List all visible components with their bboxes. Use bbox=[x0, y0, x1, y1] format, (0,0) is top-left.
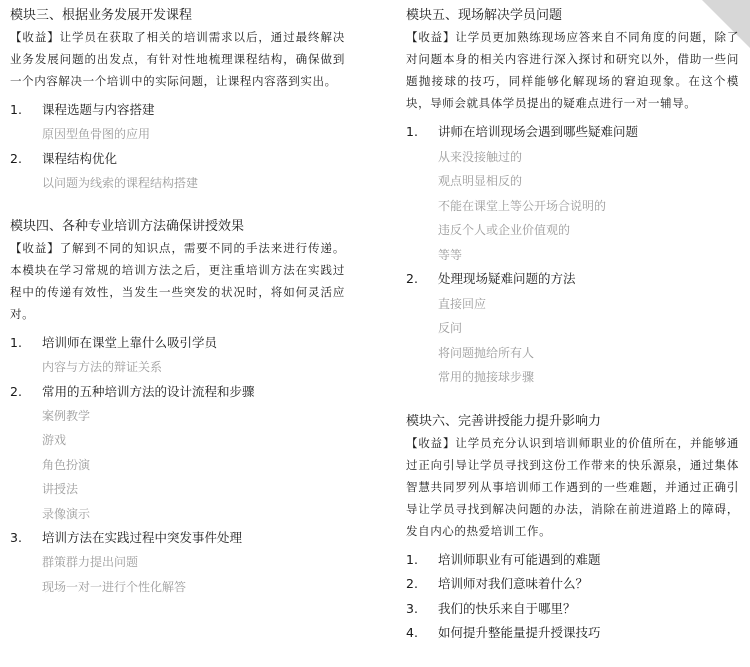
sub-list-item: 群策群力提出问题 bbox=[42, 555, 139, 569]
list-item bbox=[10, 147, 345, 196]
sub-list-item: 直接回应 bbox=[438, 296, 487, 311]
list-item-heading bbox=[10, 526, 345, 550]
list-item-heading bbox=[406, 597, 739, 622]
list-item-number: 2. bbox=[10, 150, 22, 166]
sub-list bbox=[10, 404, 345, 527]
list-item bbox=[406, 267, 739, 390]
list-item-heading bbox=[10, 380, 345, 404]
sub-list-item: 将问题抛给所有人 bbox=[438, 345, 535, 360]
sub-list-item: 内容与方法的辩证关系 bbox=[42, 360, 163, 374]
sub-list-item: 不能在课堂上等公开场合说明的 bbox=[438, 198, 607, 213]
list-item-number: 3. bbox=[10, 530, 22, 545]
module-gain-text: 【收益】让学员更加熟练现场应答来自不同角度的问题，除了对问题本身的相关内容进行深入探讨和研究以外，借助一些问题抛接球的技巧，同样能够化解现场的窘迫现象。在这个模块，导师会就具体学员提出的疑难点进行一对一辅导。 bbox=[406, 30, 739, 110]
list-item-heading bbox=[406, 267, 739, 292]
sub-list bbox=[406, 292, 739, 390]
sub-list-item: 观点明显相反的 bbox=[438, 174, 523, 188]
list-item-heading bbox=[406, 548, 739, 573]
sub-list bbox=[406, 145, 739, 268]
sub-list-item: 现场一对一进行个性化解答 bbox=[42, 579, 187, 594]
list-item-number: 2. bbox=[10, 383, 22, 399]
module-3 bbox=[10, 6, 345, 195]
list-item bbox=[406, 597, 739, 622]
right-column bbox=[406, 6, 739, 646]
left-column bbox=[10, 6, 345, 599]
sub-list bbox=[10, 550, 345, 599]
list-item-label: 培训师对我们意味着什么？ bbox=[438, 576, 589, 591]
sub-list-item: 角色扮演 bbox=[42, 457, 91, 472]
sub-list-item: 游戏 bbox=[42, 433, 67, 447]
list-item-label: 讲师在培训现场会遇到哪些疑难问题 bbox=[438, 124, 639, 139]
module-list bbox=[10, 98, 345, 195]
list-item-label: 培训师在课堂上靠什么吸引学员 bbox=[42, 335, 218, 350]
sub-list bbox=[10, 355, 345, 380]
list-item bbox=[406, 548, 739, 573]
list-item-number: 1. bbox=[10, 102, 22, 117]
module-title: 模块三、根据业务发展开发课程 bbox=[10, 8, 193, 23]
module-list bbox=[406, 120, 739, 390]
list-item-heading bbox=[406, 120, 739, 145]
list-item bbox=[406, 572, 739, 597]
list-item-number: 4. bbox=[406, 625, 418, 640]
list-item-number: 1. bbox=[406, 124, 418, 139]
list-item-label: 常用的五种培训方法的设计流程和步骤 bbox=[42, 383, 255, 399]
list-item-heading bbox=[10, 147, 345, 171]
list-item-number: 2. bbox=[406, 576, 418, 591]
sub-list-item: 反问 bbox=[438, 321, 463, 335]
list-item-label: 课程结构优化 bbox=[42, 150, 118, 166]
module-gain-text: 【收益】让学员充分认识到培训师职业的价值所在，并能够通过正向引导让学员寻找到这份工作带来的快乐源泉，通过集体智慧共同罗列从事培训师工作遇到的一些难题，并通过正确引导让学员寻找到解决问题的办法，消除在前进道路上的障碍，发自内心的热爱培训工作。 bbox=[406, 435, 739, 538]
list-item-heading bbox=[10, 331, 345, 355]
module-gain-text: 【收益】让学员在获取了相关的培训需求以后，通过最终解决业务发展问题的出发点，有针对性地梳理课程结构，确保做到一个内容解决一个培训中的实际问题，让课程内容落到实出。 bbox=[10, 30, 345, 88]
list-item-label: 如何提升整能量提升授课技巧 bbox=[438, 625, 601, 640]
list-item-heading bbox=[406, 572, 739, 597]
list-item-label: 处理现场疑难问题的方法 bbox=[438, 271, 576, 286]
module-gain-text: 【收益】了解到不同的知识点，需要不同的手法来进行传递。本模块在学习常规的培训方法之后，更注重培训方法在实践过程中的传递有效性，当发生一些突发的状况时，将如何灵活应对。 bbox=[10, 241, 345, 321]
sub-list bbox=[10, 171, 345, 196]
sub-list-item: 违反个人或企业价值观的 bbox=[438, 223, 571, 237]
list-item bbox=[406, 120, 739, 267]
list-item-number: 1. bbox=[10, 335, 22, 350]
sub-list-item: 等等 bbox=[438, 247, 463, 262]
module-list bbox=[10, 331, 345, 599]
list-item-number: 2. bbox=[406, 271, 418, 286]
sub-list-item: 原因型鱼骨图的应用 bbox=[42, 127, 151, 141]
module-list bbox=[406, 548, 739, 646]
list-item-label: 培训师职业有可能遇到的难题 bbox=[438, 551, 601, 567]
module-title: 模块四、各种专业培训方法确保讲授效果 bbox=[10, 219, 245, 234]
sub-list-item: 讲授法 bbox=[42, 482, 79, 496]
list-item-heading bbox=[10, 98, 345, 122]
list-item-number: 3. bbox=[406, 600, 418, 616]
sub-list bbox=[10, 122, 345, 147]
list-item bbox=[10, 380, 345, 527]
list-item bbox=[10, 331, 345, 380]
sub-list-item: 从来没接触过的 bbox=[438, 149, 523, 164]
sub-list-item: 以问题为线索的课程结构搭建 bbox=[42, 175, 199, 190]
list-item-heading bbox=[406, 621, 739, 646]
module-title: 模块六、完善讲授能力提升影响力 bbox=[406, 413, 602, 429]
list-item-label: 培训方法在实践过程中突发事件处理 bbox=[42, 530, 243, 545]
list-item bbox=[10, 526, 345, 599]
module-title: 模块五、现场解决学员问题 bbox=[406, 8, 563, 23]
list-item bbox=[406, 621, 739, 646]
list-item bbox=[10, 98, 345, 147]
module-4 bbox=[10, 217, 345, 599]
sub-list-item: 常用的抛接球步骤 bbox=[438, 370, 535, 384]
list-item-number: 1. bbox=[406, 551, 418, 567]
list-item-label: 课程选题与内容搭建 bbox=[42, 102, 155, 117]
list-item-label: 我们的快乐来自于哪里？ bbox=[438, 600, 576, 616]
sub-list-item: 案例教学 bbox=[42, 408, 91, 423]
sub-list-item: 录像演示 bbox=[42, 506, 91, 521]
module-5 bbox=[406, 6, 739, 390]
module-6 bbox=[406, 412, 739, 646]
